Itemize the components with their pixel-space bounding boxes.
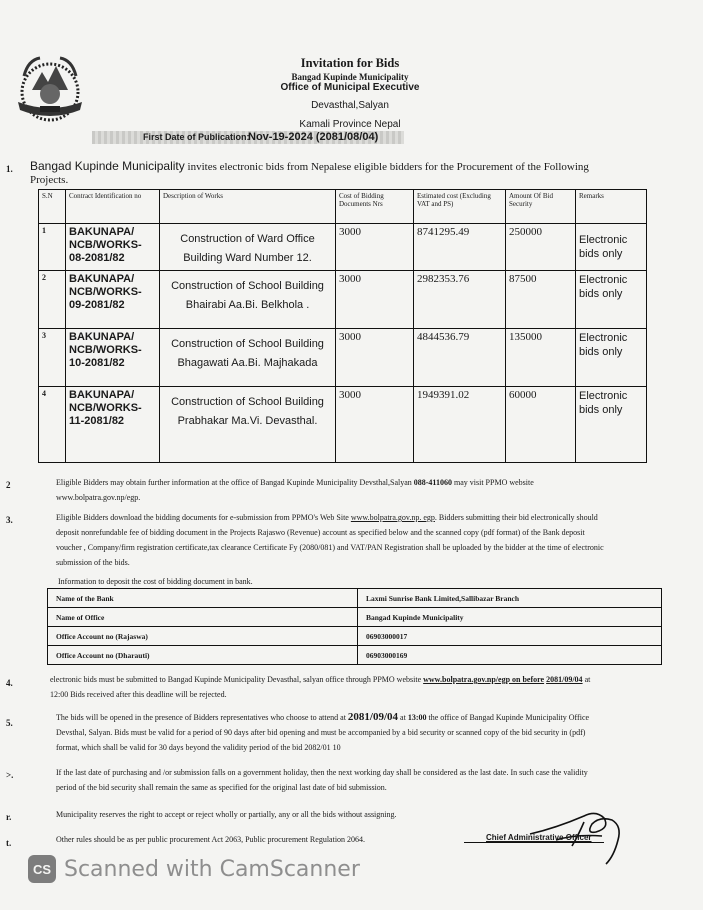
page-title: Invitation for Bids xyxy=(300,56,400,70)
intro-paragraph xyxy=(30,160,590,187)
camscanner-watermark xyxy=(28,855,360,883)
cell-remarks: Electronic bids only xyxy=(576,387,647,463)
para5-at: at xyxy=(398,713,408,722)
paragraph-6: If the last date of purchasing and /or submission falls on a government holiday, then the next working day shall be considered as the last date. In such case the validity period of the bid security shall remain the same as specified for the original last date of bid submission. xyxy=(56,768,588,792)
header-remarks: Remarks xyxy=(576,190,647,224)
paragraph-4 xyxy=(50,672,610,702)
cell-description: Construction of Ward Office Building Ward Number 12. xyxy=(160,224,336,271)
intro-lead: Bangad Kupinde Municipality xyxy=(30,159,185,173)
signature-label: Chief Administrative Officer xyxy=(486,833,592,842)
camscanner-logo-icon: CS xyxy=(28,855,56,883)
contact-phone: 088-411060 xyxy=(413,478,452,487)
cell-security: 87500 xyxy=(506,271,576,329)
header-estimated: Estimated cost (Excluding VAT and PS) xyxy=(414,190,506,224)
bank-value: Laxmi Sunrise Bank Limited,Sallibazar Branch xyxy=(358,589,662,608)
nepal-emblem-icon xyxy=(10,52,90,124)
para5-text-end: the office of Bangad Kupinde Municipality Office Devsthal, Salyan. Bids must be valid for a period of 90 days after bid opening and must be accompanied by a bid security or scanned copy of the bid security in (pdf) format, which shall be valid for 30 days beyond the validity period of the bid 2082/01 10 xyxy=(56,713,590,752)
cell-contract: BAKUNAPA/ NCB/WORKS-11-2081/82 xyxy=(66,387,160,463)
paragraph-2 xyxy=(56,475,604,505)
office-location: Devasthal,Salyan xyxy=(311,100,389,111)
cell-remarks: Electronic bids only xyxy=(576,329,647,387)
header-contract: Contract Identification no xyxy=(66,190,160,224)
watermark-text: Scanned with CamScanner xyxy=(64,856,360,882)
cell-contract: BAKUNAPA/ NCB/WORKS-08-2081/82 xyxy=(66,224,160,271)
header-cost-docs: Cost of Bidding Documents Nrs xyxy=(336,190,414,224)
table-row xyxy=(48,646,662,665)
section-number: >. xyxy=(6,770,14,780)
cell-remarks: Electronic bids only xyxy=(576,224,647,271)
table-row xyxy=(48,589,662,608)
bank-table xyxy=(47,588,662,665)
cell-description: Construction of School Building Bhairabi Aa.Bi. Belkhola . xyxy=(160,271,336,329)
table-row xyxy=(39,329,647,387)
paragraph-8: Other rules should be as per public procurement Act 2063, Public procurement Regulation 2064. xyxy=(56,835,366,844)
bank-value: Bangad Kupinde Municipality xyxy=(358,608,662,627)
cell-security: 60000 xyxy=(506,387,576,463)
header-description: Description of Works xyxy=(160,190,336,224)
cell-estimated: 8741295.49 xyxy=(414,224,506,271)
ppmo-link[interactable]: www.bolpatra.gov.np. egp xyxy=(350,513,435,522)
opening-time: 13:00 xyxy=(407,713,427,722)
cell-cost-docs: 3000 xyxy=(336,224,414,271)
opening-date: 2081/09/04 xyxy=(347,711,399,723)
para3-text-end: . Bidders submitting their bid electronically should deposit nonrefundable fee of bidding document in the Projects Rajaswo (Revenue) account as specified below and the scanned copy (pdf format) of the Bank deposit voucher , Company/firm registration certificate,tax clearance Certificate Fy (2080/081) and VAT/PAN Registration shall be uploaded by the bidder at the time of electronic submission of the bids. xyxy=(56,513,604,567)
section-number: 1. xyxy=(6,164,13,174)
bank-label: Office Account no (Rajaswa) xyxy=(48,627,358,646)
cell-description: Construction of School Building Prabhakar Ma.Vi. Devasthal. xyxy=(160,387,336,463)
cell-cost-docs: 3000 xyxy=(336,271,414,329)
cell-sn: 1 xyxy=(39,224,66,271)
intro-text: invites electronic bids from Nepalese eligible bidders for the Procurement of the Following Projects. xyxy=(30,161,589,186)
bank-label: Name of the Bank xyxy=(48,589,358,608)
works-table xyxy=(38,189,647,463)
submission-deadline: 2081/09/04 xyxy=(546,675,583,684)
publication-date: Nov-19-2024 (2081/08/04) xyxy=(248,131,379,143)
cell-description: Construction of School Building Bhagawati Aa.Bi. Majhakada xyxy=(160,329,336,387)
table-row xyxy=(39,271,647,329)
cell-estimated: 4844536.79 xyxy=(414,329,506,387)
bank-value: 06903000169 xyxy=(358,646,662,665)
para2-text: Eligible Bidders may obtain further information at the office of Bangad Kupinde Municipality Devsthal,Salyan xyxy=(56,478,414,487)
bank-label: Name of Office xyxy=(48,608,358,627)
para4-text: electronic bids must be submitted to Bangad Kupinde Municipality Devasthal, salyan office through PPMO website xyxy=(50,675,424,684)
publication-label: First Date of Publication: xyxy=(143,132,250,142)
signature-line xyxy=(464,842,604,843)
cell-sn: 3 xyxy=(39,329,66,387)
cell-contract: BAKUNAPA/ NCB/WORKS-09-2081/82 xyxy=(66,271,160,329)
cell-estimated: 2982353.76 xyxy=(414,271,506,329)
cell-sn: 2 xyxy=(39,271,66,329)
para4-text-end: at 12:00 Bids received after this deadline will be rejected. xyxy=(50,675,591,699)
section-number: 4. xyxy=(6,678,13,688)
table-row xyxy=(39,224,647,271)
municipality-name: Bangad Kupinde Municipality xyxy=(291,72,409,82)
cell-security: 135000 xyxy=(506,329,576,387)
bank-value: 06903000017 xyxy=(358,627,662,646)
bank-label: Office Account no (Dharauti) xyxy=(48,646,358,665)
table-header-row xyxy=(39,190,647,224)
cell-estimated: 1949391.02 xyxy=(414,387,506,463)
egp-link[interactable]: www.bolpatra.gov.np/egp on before xyxy=(423,675,545,684)
cell-security: 250000 xyxy=(506,224,576,271)
para3-text: Eligible Bidders download the bidding documents for e-submission from PPMO's Web Site xyxy=(56,513,351,522)
office-name: Office of Municipal Executive xyxy=(280,82,420,93)
para5-text: The bids will be opened in the presence of Bidders representatives who choose to attend at xyxy=(56,713,348,722)
section-number: 2 xyxy=(6,480,11,490)
section-number: 5. xyxy=(6,718,13,728)
section-number: 3. xyxy=(6,515,13,525)
table-row xyxy=(48,608,662,627)
cell-cost-docs: 3000 xyxy=(336,387,414,463)
header-security: Amount Of Bid Security xyxy=(506,190,576,224)
para2-text-end: may visit PPMO website www.bolpatra.gov.np/egp. xyxy=(56,478,534,502)
header-sn: S.N xyxy=(39,190,66,224)
cell-remarks: Electronic bids only xyxy=(576,271,647,329)
section-number: t. xyxy=(6,838,12,848)
table-row xyxy=(39,387,647,463)
cell-contract: BAKUNAPA/ NCB/WORKS-10-2081/82 xyxy=(66,329,160,387)
section-number: r. xyxy=(6,812,12,822)
table-row xyxy=(48,627,662,646)
bank-caption: Information to deposit the cost of bidding document in bank. xyxy=(58,577,253,586)
paragraph-3 xyxy=(56,510,604,570)
paragraph-7: Municipality reserves the right to accept or reject wholly or partially, any or all the bids without assigning. xyxy=(56,810,397,819)
cell-cost-docs: 3000 xyxy=(336,329,414,387)
province-name: Kamali Province Nepal xyxy=(299,119,401,130)
cell-sn: 4 xyxy=(39,387,66,463)
paragraph-5 xyxy=(56,710,604,755)
